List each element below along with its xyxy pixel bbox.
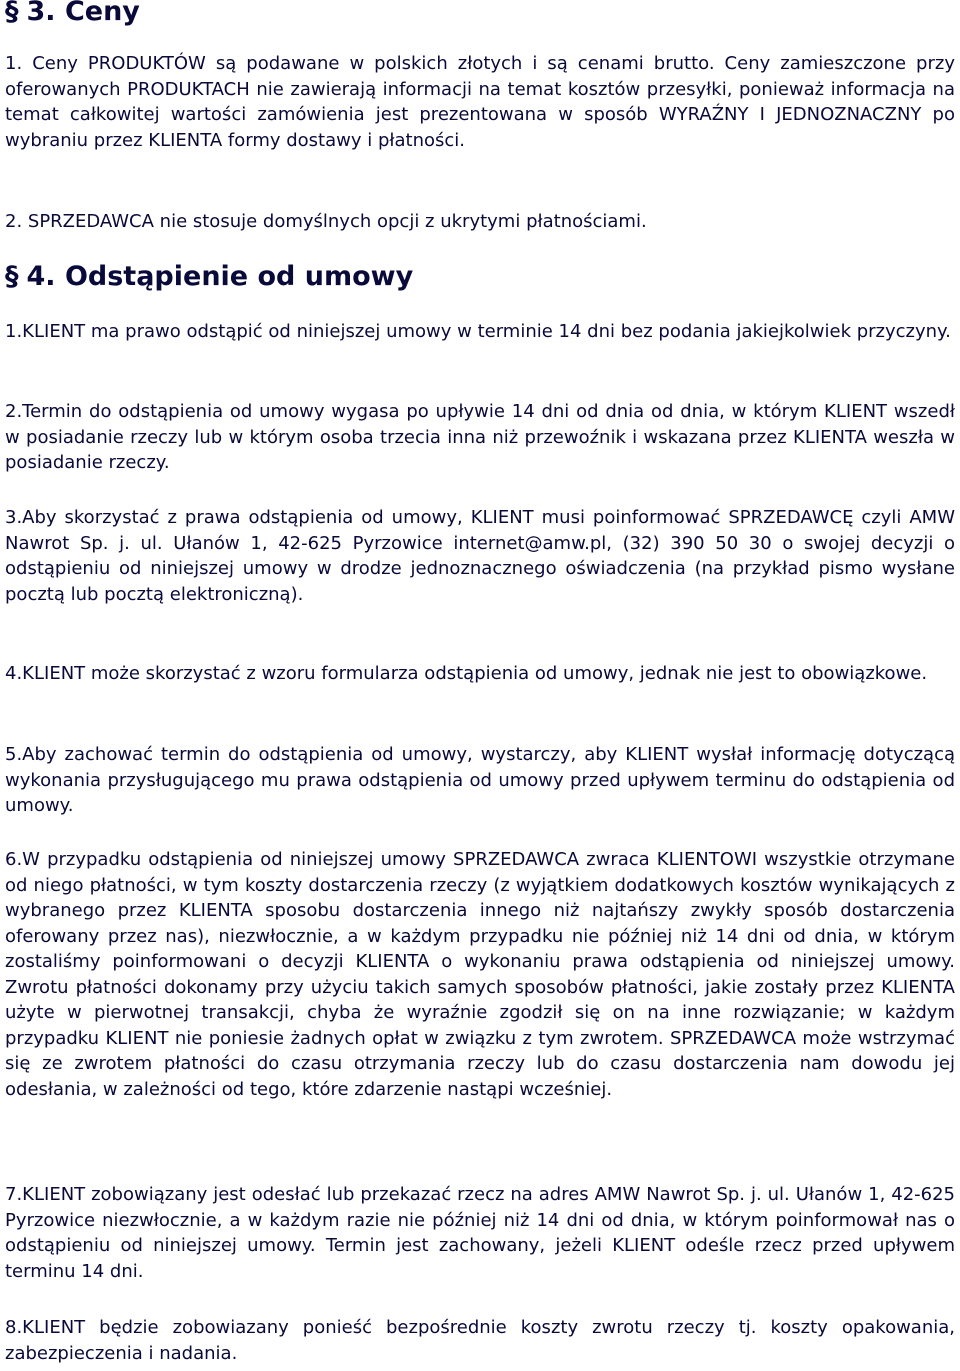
paragraph: 5.Aby zachować termin do odstąpienia od umowy, wystarczy, aby KLIENT wysłał informację dotyczącą wykonania przysługującego mu prawa odstąpienia od umowy przed upływem terminu do odstąpienia od umowy. <box>5 744 955 816</box>
paragraph: 4.KLIENT może skorzystać z wzoru formularza odstąpienia od umowy, jednak nie jest to obowiązkowe. <box>5 663 928 684</box>
section-title: 4. Odstąpienie od umowy <box>26 261 414 292</box>
paragraph: 1. Ceny PRODUKTÓW są podawane w polskich złotych i są cenami brutto. Ceny zamieszczone przy oferowanych PRODUKTACH nie zawierają informacji na temat kosztów przesyłki, ponieważ informacja na temat całkowitej wartości zamówienia jest prezentowana w sposób WYRAŹNY I JEDNOZNACZNY po wybraniu przez KLIENTA formy dostawy i płatności. <box>5 53 955 151</box>
section-symbol: § <box>5 261 19 292</box>
paragraph: 1.KLIENT ma prawo odstąpić od niniejszej umowy w terminie 14 dni bez podania jakiejkolwiek przyczyny. <box>5 321 951 342</box>
section-heading-prices <box>5 0 140 27</box>
paragraph: 2. SPRZEDAWCA nie stosuje domyślnych opcji z ukrytymi płatnościami. <box>5 211 647 232</box>
section-heading-withdrawal <box>5 261 414 292</box>
paragraph: 6.W przypadku odstąpienia od niniejszej umowy SPRZEDAWCA zwraca KLIENTOWI wszystkie otrzymane od niego płatności, w tym koszty dostarczenia rzeczy (z wyjątkiem dodatkowych kosztów wynikających z wybranego przez KLIENTA sposobu dostarczenia innego niż najtańszy zwykły sposób dostarczenia oferowany przez nas), niezwłocznie, a w każdym przypadku nie później niż 14 dni od dnia, w którym zostaliśmy poinformowani o decyzji KLIENTA o wykonaniu prawa odstąpienia od niniejszej umowy. Zwrotu płatności dokonamy przy użyciu takich samych sposobów płatności, jakie zostały przez KLIENTA użyte w pierwotnej transakcji, chyba że wyraźnie zgodził się on na inne rozwiązanie; w każdym przypadku KLIENT nie poniesie żadnych opłat w związku z tym zwrotem. SPRZEDAWCA może wstrzymać się ze zwrotem płatności do czasu otrzymania rzeczy lub do czasu dostarczenia nam dowodu jej odesłania, w zależności od tego, które zdarzenie nastąpi wcześniej. <box>5 849 955 1100</box>
section-symbol: § <box>5 0 19 27</box>
paragraph: 8.KLIENT będzie zobowiazany ponieść bezpośrednie koszty zwrotu rzeczy tj. koszty opakowania, zabezpieczenia i nadania. <box>5 1317 955 1364</box>
section-title: 3. Ceny <box>26 0 140 27</box>
paragraph: 3.Aby skorzystać z prawa odstąpienia od umowy, KLIENT musi poinformować SPRZEDAWCĘ czyli AMW Nawrot Sp. j. ul. Ułanów 1, 42-625 Pyrzowice internet@amw.pl, (32) 390 50 30 o swojej decyzji o odstąpieniu od niniejszej umowy w drodze jednoznacznego oświadczenia (na przykład pismo wysłane pocztą lub pocztą elektroniczną). <box>5 507 955 605</box>
paragraph: 2.Termin do odstąpienia od umowy wygasa po upływie 14 dni od dnia od dnia, w którym KLIENT wszedł w posiadanie rzeczy lub w którym osoba trzecia inna niż przewoźnik i wskazana przez KLIENTA weszła w posiadanie rzeczy. <box>5 401 955 473</box>
paragraph: 7.KLIENT zobowiązany jest odesłać lub przekazać rzecz na adres AMW Nawrot Sp. j. ul. Ułanów 1, 42-625 Pyrzowice niezwłocznie, a w każdym razie nie później niż 14 dni od dnia, w którym poinformował nas o odstąpieniu od niniejszej umowy. Termin jest zachowany, jeżeli KLIENT odeśle rzecz przed upływem terminu 14 dni. <box>5 1184 955 1282</box>
